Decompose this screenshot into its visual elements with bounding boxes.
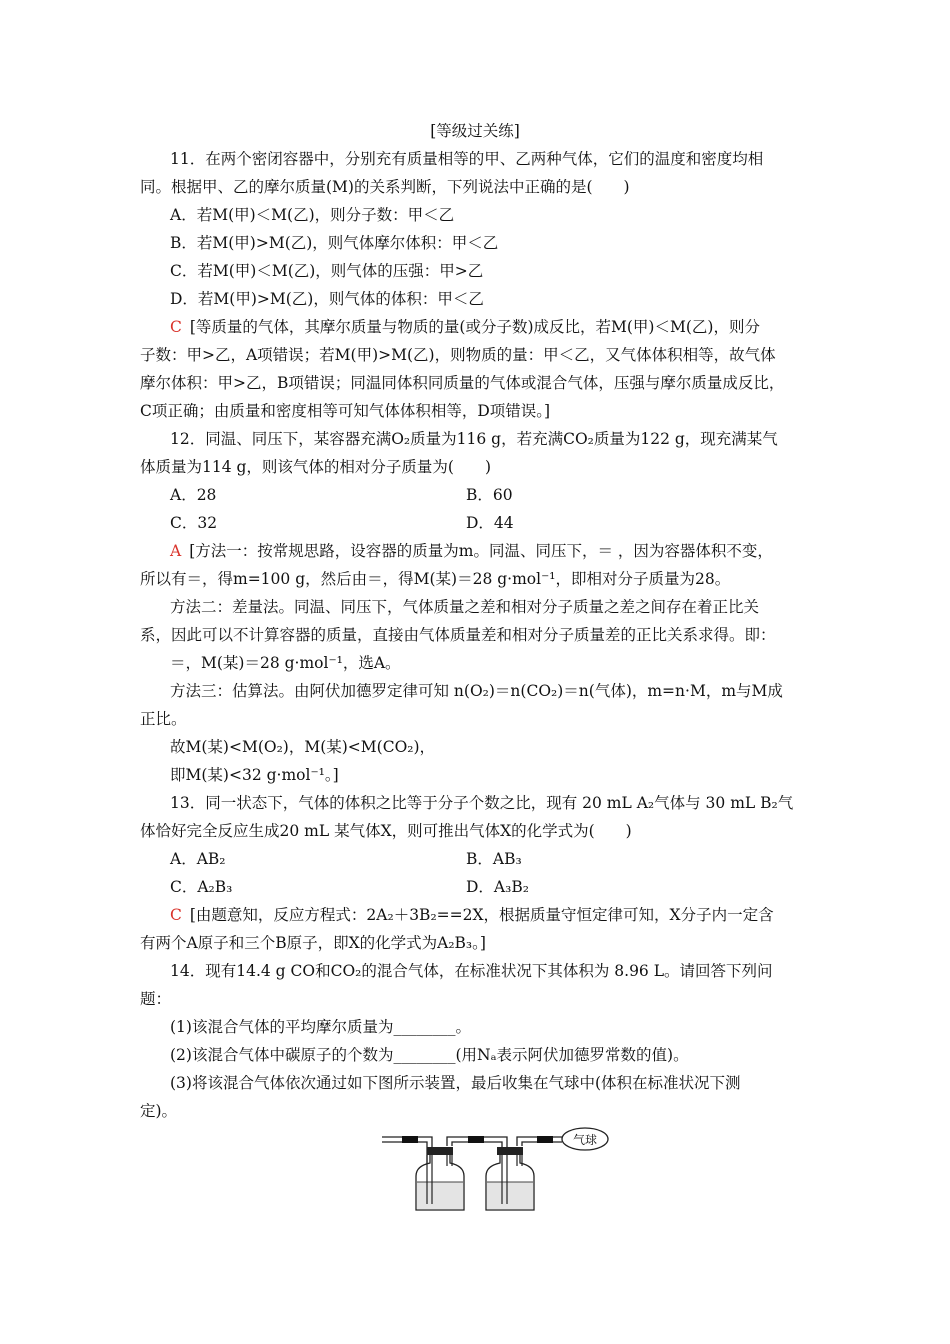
q14-part-3-line-2: 定)。	[140, 1102, 178, 1120]
q13-answer-letter: C	[170, 906, 182, 924]
q13-stem-line-1: 13．同一状态下，气体的体积之比等于分子个数之比，现有 20 mL A₂气体与 30 mL B₂气	[170, 794, 794, 812]
q12-method3-line-2: 正比。	[140, 710, 187, 728]
q14-part-2: (2)该混合气体中碳原子的个数为________(用Nₐ表示阿伏加德罗常数的值)。	[170, 1046, 689, 1064]
q14-stem-line-2: 题：	[140, 990, 172, 1008]
q11-answer-line-2: 子数：甲>乙，A项错误；若M(甲)>M(乙)，则物质的量：甲＜乙，又气体体积相等，故气体	[140, 346, 776, 364]
section-title: [等级过关练]	[430, 122, 520, 140]
q13-option-b: B．AB₃	[466, 850, 522, 868]
q12-stem-line-2: 体质量为114 g，则该气体的相对分子质量为( )	[140, 458, 492, 476]
balloon	[562, 1128, 608, 1150]
q12-method1-line-2: 所以有＝，得m=100 g，然后由＝，得M(某)＝28 g·mol⁻¹，即相对分子质量为28。	[140, 570, 731, 588]
q13-option-c: C．A₂B₃	[170, 878, 233, 896]
q11-answer-line-1	[170, 317, 850, 337]
rubber-tube-1	[402, 1136, 418, 1143]
rubber-tube-2	[468, 1136, 484, 1143]
rubber-tube-3	[537, 1136, 553, 1143]
q11-stem-line-1: 11．在两个密闭容器中，分别充有质量相等的甲、乙两种气体，它们的温度和密度均相	[170, 150, 764, 168]
gas-tubing	[382, 1137, 562, 1180]
q11-option-c: C．若M(甲)＜M(乙)，则气体的压强：甲>乙	[170, 262, 484, 280]
q14-part-3-line-1: (3)将该混合气体依次通过如下图所示装置，最后收集在气球中(体积在标准状况下测	[170, 1074, 741, 1092]
apparatus-diagram	[380, 1120, 620, 1215]
q12-option-d: D．44	[466, 514, 514, 532]
q12-method3-line-4: 即M(某)<32 g·mol⁻¹。]	[170, 766, 339, 784]
wash-bottle-2	[486, 1147, 534, 1210]
q11-answer-line-4: C项正确；由质量和密度相等可知气体体积相等，D项错误。]	[140, 402, 551, 420]
q13-stem-line-2: 体恰好完全反应生成20 mL 某气体X，则可推出气体X的化学式为( )	[140, 822, 632, 840]
q11-answer-text-1: [等质量的气体，其摩尔质量与物质的量(或分子数)成反比，若M(甲)＜M(乙)，则分	[189, 318, 760, 336]
balloon-label: 气球	[572, 1133, 598, 1147]
wash-bottle-1	[416, 1147, 464, 1210]
q11-option-b: B．若M(甲)>M(乙)，则气体摩尔体积：甲＜乙	[170, 234, 499, 252]
q12-method3-line-1: 方法三：估算法。由阿伏加德罗定律可知 n(O₂)＝n(CO₂)＝n(气体)，m=n·M，m与M成	[170, 682, 783, 700]
q13-answer-text-1: [由题意知，反应方程式：2A₂＋3B₂==2X，根据质量守恒定律可知，X分子内一定含	[189, 906, 774, 924]
q12-method3-line-3: 故M(某)<M(O₂)，M(某)<M(CO₂)，	[170, 738, 436, 756]
q13-answer-line-1	[170, 905, 850, 925]
q14-part-1: (1)该混合气体的平均摩尔质量为________。	[170, 1018, 471, 1036]
q12-option-b: B．60	[466, 486, 513, 504]
q11-option-a: A．若M(甲)＜M(乙)，则分子数：甲＜乙	[170, 206, 455, 224]
q12-method2-line-3: ＝，M(某)＝28 g·mol⁻¹，选A。	[170, 654, 401, 672]
q12-option-a: A．28	[170, 486, 217, 504]
q12-method2-line-1: 方法二：差量法。同温、同压下，气体质量之差和相对分子质量之差之间存在着正比关	[170, 598, 760, 616]
q12-stem-line-1: 12．同温、同压下，某容器充满O₂质量为116 g，若充满CO₂质量为122 g，现充满某气	[170, 430, 778, 448]
q13-answer-line-2: 有两个A原子和三个B原子，即X的化学式为A₂B₃。]	[140, 934, 486, 952]
q13-option-a: A．AB₂	[170, 850, 226, 868]
q12-answer-letter: A	[170, 542, 182, 560]
q13-option-d: D．A₃B₂	[466, 878, 529, 896]
q12-option-c: C．32	[170, 514, 218, 532]
q12-method1-text-1: [方法一：按常规思路，设容器的质量为m。同温、同压下，＝ ，因为容器体积不变，	[189, 542, 773, 560]
q11-answer-letter: C	[170, 318, 182, 336]
q11-stem-line-2: 同。根据甲、乙的摩尔质量(M)的关系判断，下列说法中正确的是( )	[140, 178, 630, 196]
q12-method2-line-2: 系，因此可以不计算容器的质量，直接由气体质量差和相对分子质量差的正比关系求得。即：	[140, 626, 776, 644]
q11-option-d: D．若M(甲)>M(乙)，则气体的体积：甲＜乙	[170, 290, 484, 308]
q12-method1-line-1	[170, 541, 850, 561]
q11-answer-line-3: 摩尔体积：甲>乙，B项错误；同温同体积同质量的气体或混合气体，压强与摩尔质量成反比，	[140, 374, 785, 392]
q14-stem-line-1: 14．现有14.4 g CO和CO₂的混合气体，在标准状况下其体积为 8.96 L。请回答下列问	[170, 962, 773, 980]
